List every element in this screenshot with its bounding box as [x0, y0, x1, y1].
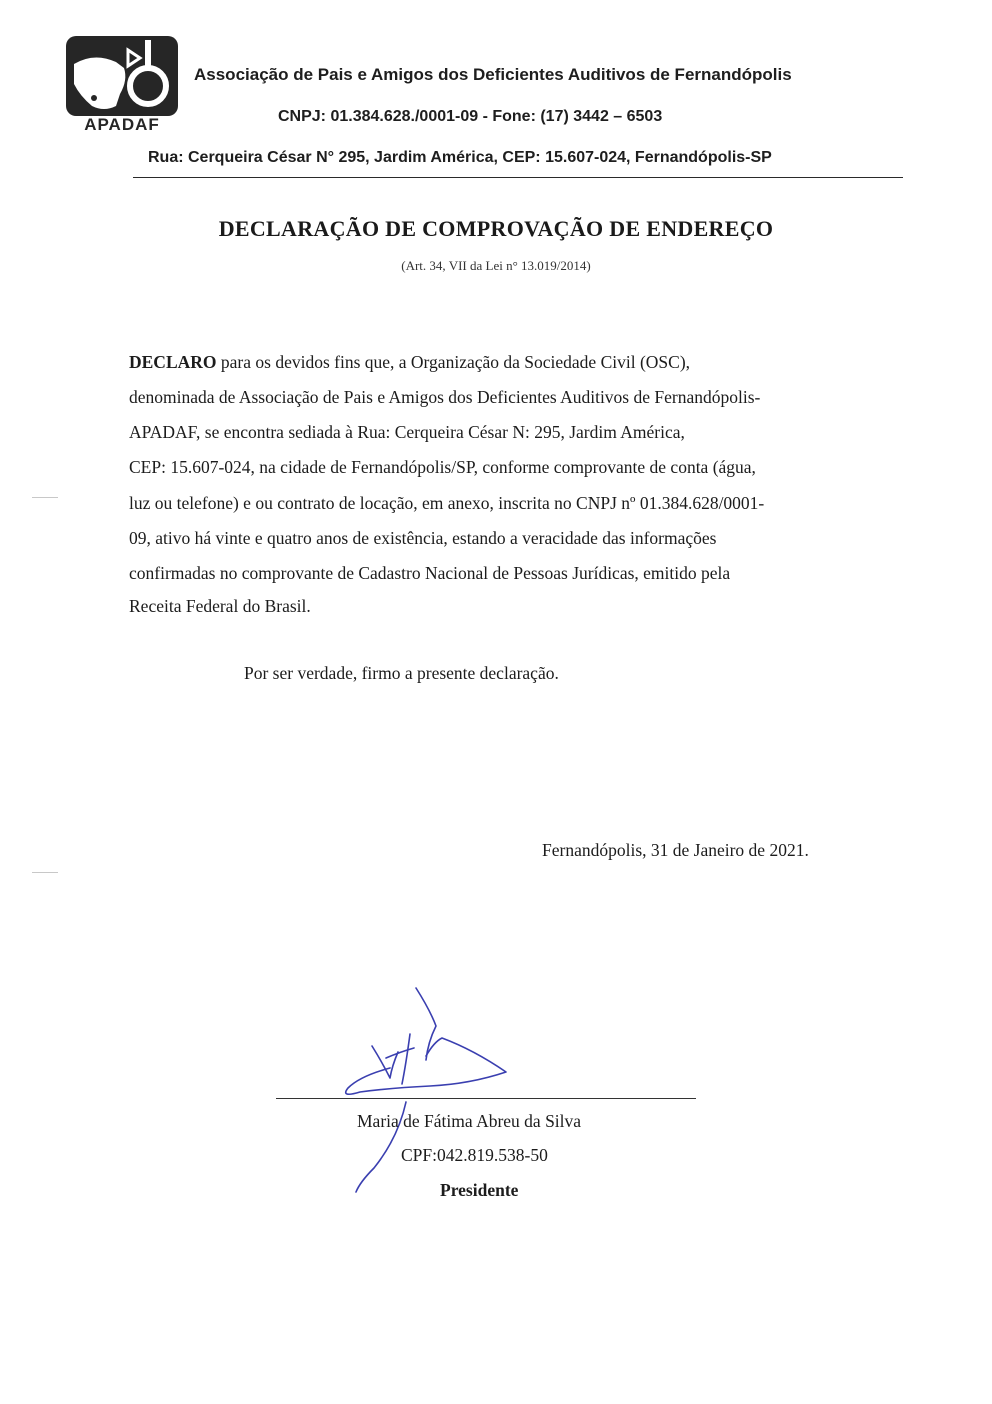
body-lead: DECLARO — [129, 352, 217, 372]
body-line-1-text: para os devidos fins que, a Organização da Sociedade Civil (OSC), — [216, 352, 691, 372]
signatory-cpf: CPF:042.819.538-50 — [401, 1145, 548, 1165]
body-line-6: 09, ativo há vinte e quatro anos de existência, estando a veracidade das informações — [129, 528, 717, 548]
scan-mark — [32, 497, 58, 498]
document-subtitle: (Art. 34, VII da Lei n° 13.019/2014) — [401, 258, 591, 273]
signatory-name: Maria de Fátima Abreu da Silva — [357, 1111, 582, 1131]
closing-statement: Por ser verdade, firmo a presente declaração. — [244, 663, 559, 683]
header-divider — [133, 177, 903, 178]
body-line-8: Receita Federal do Brasil. — [129, 596, 311, 616]
organization-address: Rua: Cerqueira César N° 295, Jardim América, CEP: 15.607-024, Fernandópolis-SP — [148, 149, 772, 166]
logo-text: APADAF — [84, 115, 160, 134]
body-line-4: CEP: 15.607-024, na cidade de Fernandópolis/SP, conforme comprovante de conta (água, — [129, 457, 756, 477]
body-line-3: APADAF, se encontra sediada à Rua: Cerqueira César N: 295, Jardim América, — [129, 422, 685, 442]
apadaf-logo — [64, 34, 180, 134]
handwritten-signature — [330, 980, 530, 1200]
body-line-7: confirmadas no comprovante de Cadastro Nacional de Pessoas Jurídicas, emitido pela — [129, 563, 731, 583]
organization-contact: CNPJ: 01.384.628./0001-09 - Fone: (17) 3442 – 6503 — [278, 108, 663, 125]
apadaf-logo-icon — [64, 34, 180, 134]
document-title: DECLARAÇÃO DE COMPROVAÇÃO DE ENDEREÇO — [218, 216, 774, 241]
organization-name: Associação de Pais e Amigos dos Deficientes Auditivos de Fernandópolis — [194, 65, 792, 84]
scan-mark — [32, 872, 58, 873]
body-line-5: luz ou telefone) e ou contrato de locação, em anexo, inscrita no CNPJ nº 01.384.628/0001- — [129, 493, 765, 513]
place-and-date: Fernandópolis, 31 de Janeiro de 2021. — [542, 840, 809, 860]
body-line-2: denominada de Associação de Pais e Amigos dos Deficientes Auditivos de Fernandópolis- — [129, 387, 761, 407]
signatory-role: Presidente — [440, 1180, 519, 1200]
body-line-1 — [129, 352, 690, 373]
